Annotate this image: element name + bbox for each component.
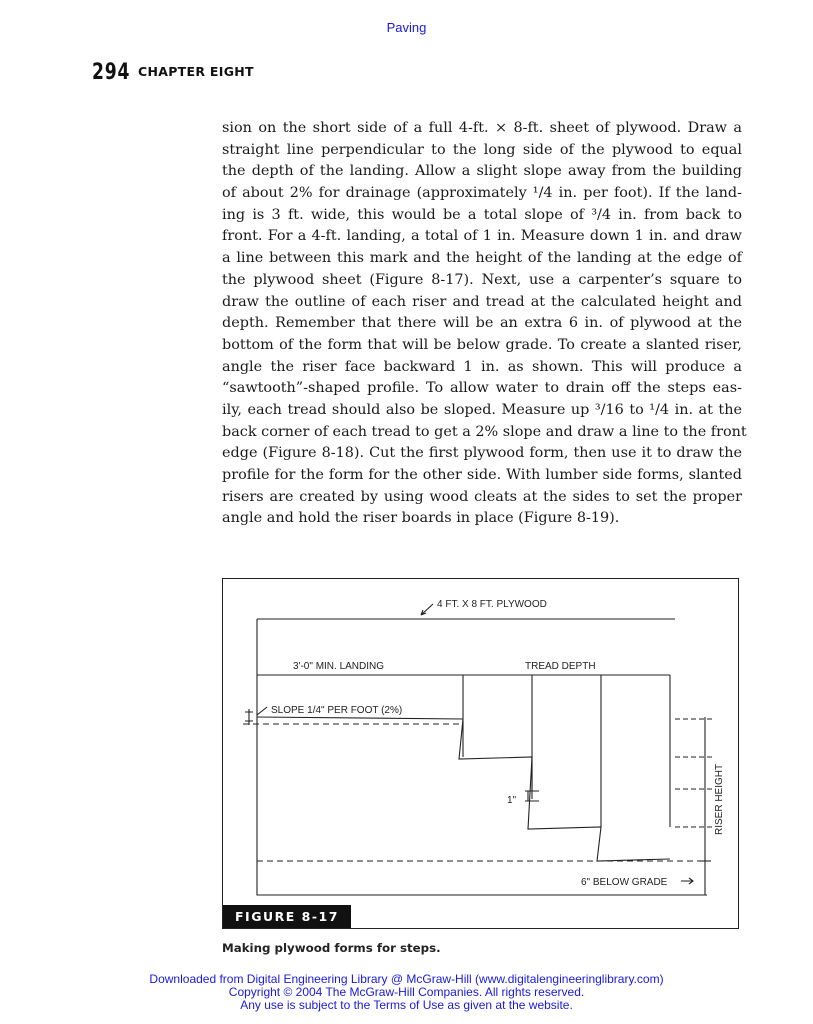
text-line: sion on the short side of a full 4-ft. × 8-ft. sheet of plywood. Draw a xyxy=(222,120,742,136)
footer-copyright: Copyright © 2004 The McGraw-Hill Companies. All rights reserved. xyxy=(228,985,585,999)
chapter-title: CHAPTER EIGHT xyxy=(138,64,254,79)
text-line: front. For a 4-ft. landing, a total of 1 in. Measure down 1 in. and draw xyxy=(222,228,742,245)
figure-label: FIGURE 8-17 xyxy=(223,905,351,928)
riser-height-label: RISER HEIGHT xyxy=(714,763,725,835)
page-number: 294 xyxy=(92,60,131,85)
text-line: depth. Remember that there will be an extra 6 in. of plywood at the xyxy=(222,315,742,332)
text-line: draw the outline of each riser and tread at the calculated height and xyxy=(222,293,742,310)
step-profile xyxy=(459,719,670,861)
text-line: profile for the form for the other side. With lumber side forms, slanted xyxy=(222,467,742,483)
text-line: of about 2% for drainage (approximately ¹/4 in. per foot). If the land- xyxy=(222,185,742,202)
figure-caption: Making plywood forms for steps. xyxy=(222,941,441,955)
text-line: back corner of each tread to get a 2% slope and draw a line to the front xyxy=(222,423,747,440)
text-line: ing is 3 ft. wide, this would be a total slope of ³/4 in. from back to xyxy=(222,206,742,223)
text-line: ily, each tread should also be sloped. Measure up ³/16 to ¹/4 in. at the xyxy=(222,401,742,418)
tread-depth-label: TREAD DEPTH xyxy=(525,661,596,672)
text-line: edge (Figure 8-18). Cut the first plywood form, then use it to draw the xyxy=(222,445,742,462)
plywood-leader xyxy=(421,604,433,615)
slope-leader xyxy=(257,707,267,715)
text-line: the plywood sheet (Figure 8-17). Next, use a carpenter’s square to xyxy=(222,271,742,288)
below-grade-arrow xyxy=(681,878,693,884)
slope-tick xyxy=(245,709,253,725)
step-form-drawing xyxy=(223,579,740,930)
footer xyxy=(0,973,813,1012)
running-header-link[interactable]: Paving xyxy=(386,20,427,35)
one-inch-label: 1" xyxy=(507,795,517,806)
text-line: the depth of the landing. Allow a slight slope away from the building xyxy=(222,163,742,180)
body-paragraph xyxy=(222,118,747,530)
plywood-label: 4 FT. X 8 FT. PLYWOOD xyxy=(437,599,547,610)
landing-label: 3'-0" MIN. LANDING xyxy=(293,661,385,672)
text-line: angle and hold the riser boards in place (Figure 8-19). xyxy=(222,510,620,527)
landing-slope-line xyxy=(257,717,463,719)
text-line: angle the riser face backward 1 in. as shown. This will produce a xyxy=(222,358,742,375)
text-line: straight line perpendicular to the long side of the plywood to equal xyxy=(222,141,742,158)
text-line: “sawtooth”-shaped profile. To allow water to drain off the steps eas- xyxy=(222,380,742,397)
text-line: a line between this mark and the height of the landing at the edge of xyxy=(222,250,742,267)
slope-label: SLOPE 1/4" PER FOOT (2%) xyxy=(271,705,403,716)
figure-8-17 xyxy=(222,578,739,929)
text-line: bottom of the form that will be below grade. To create a slanted riser, xyxy=(222,336,742,353)
footer-download-link[interactable]: Downloaded from Digital Engineering Library @ McGraw-Hill (www.digitalengineeringlibrary.com) xyxy=(149,972,664,986)
text-line: risers are created by using wood cleats at the sides to set the proper xyxy=(222,488,742,505)
below-grade-label: 6" BELOW GRADE xyxy=(581,877,668,888)
footer-terms: Any use is subject to the Terms of Use as given at the website. xyxy=(240,998,573,1012)
